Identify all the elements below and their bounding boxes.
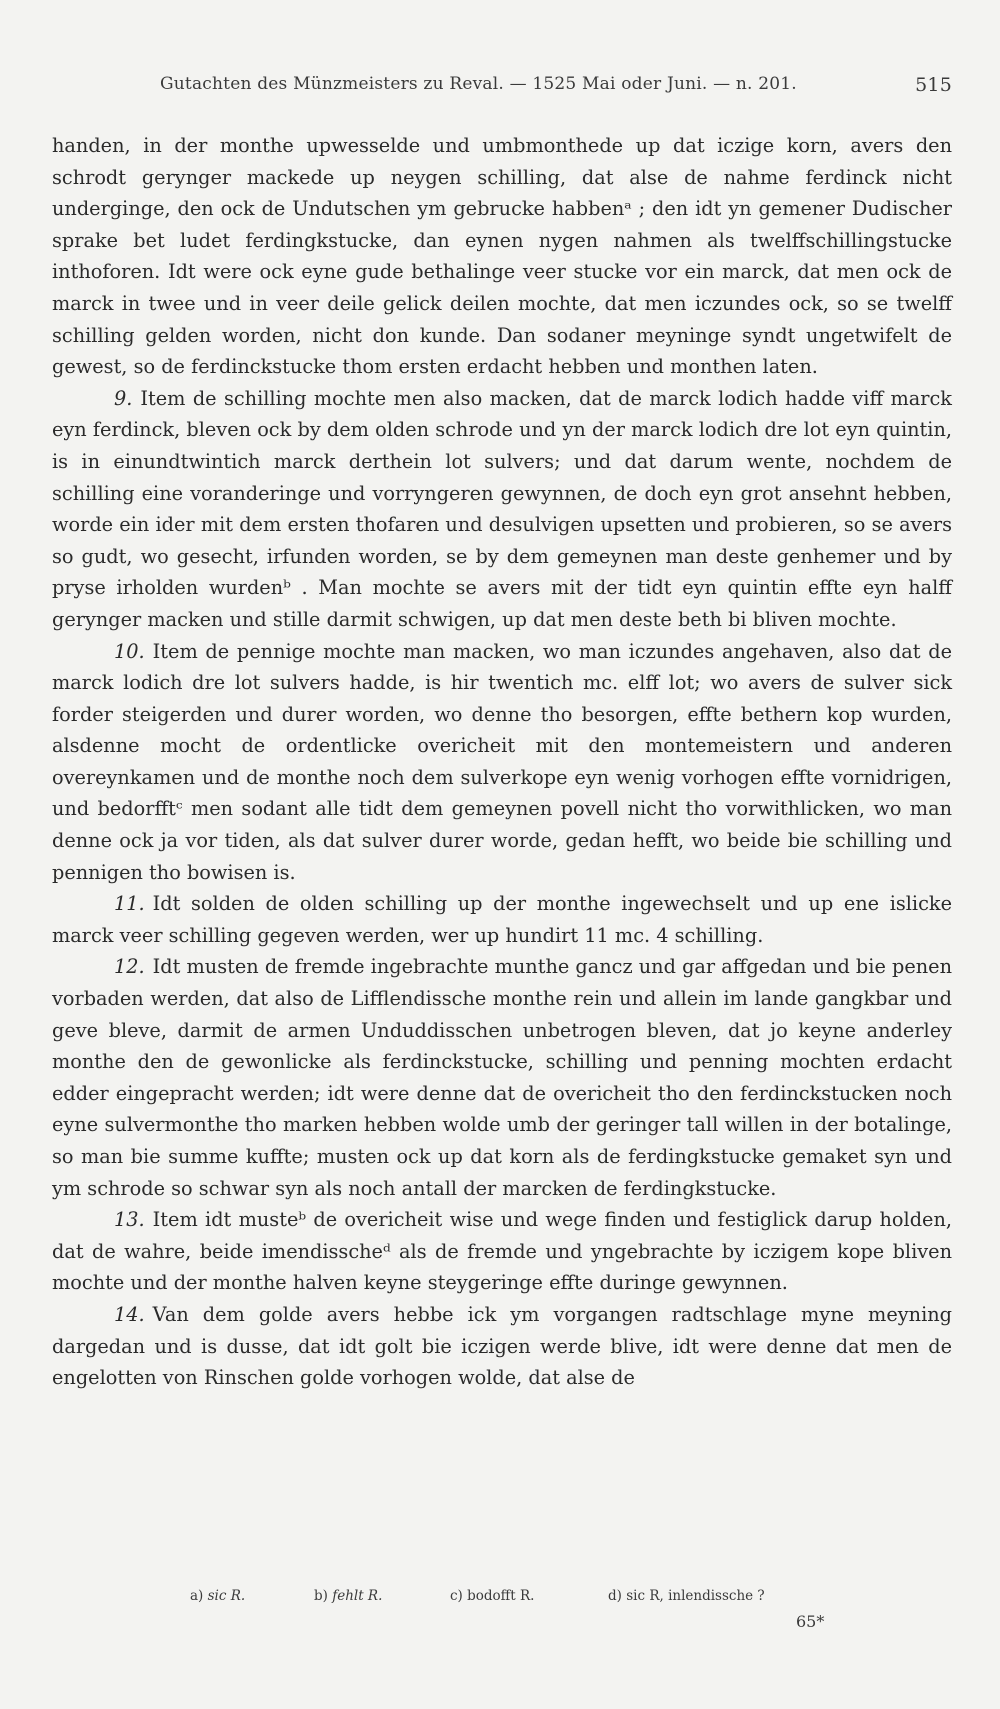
paragraph — [52, 636, 952, 889]
section-number: 13. — [114, 1208, 145, 1232]
paragraph — [52, 1299, 952, 1394]
paragraph-text: Van dem golde avers hebbe ick ym vorgangen radtschlage myne meyning dargedan und is dusse, dat idt golt bie iczigen werde blive, idt were denne dat men de engelotten von Rinschen golde vorhogen wolde, dat alse de — [52, 1302, 952, 1390]
section-number: 12. — [114, 955, 145, 979]
paragraph-text: Item de pennige mochte man macken, wo man iczundes angehaven, also dat de marck lodich dre lot sulvers hadde, is hir twentich mc. elff lot; wo avers de sulver sick forder steigerden und durer worden, wo denne tho besorgen, effte bethern kop wurden, alsdenne mocht de ordentlicke overicheit mit den montemeistern und anderen overeynkamen und de monthe noch dem sulverkope eyn wenig vorhogen effte vornidrigen, und bedorfftᶜ men sodant alle tidt dem gemeynen povell nicht tho vorwithlicken, wo man denne ock ja vor tiden, als dat sulver durer worde, gedan hefft, wo beide bie schilling und pennigen tho bowisen is. — [52, 639, 952, 884]
paragraph — [52, 1204, 952, 1299]
running-header — [160, 74, 952, 94]
paragraph — [52, 130, 952, 383]
section-number: 9. — [114, 386, 133, 410]
section-number: 10. — [114, 639, 145, 663]
body-text — [52, 130, 952, 1394]
paragraph — [52, 383, 952, 636]
footnote-c: c) bodofft R. — [450, 1588, 535, 1604]
paragraph — [52, 888, 952, 951]
section-number: 14. — [114, 1302, 145, 1326]
paragraph — [52, 951, 952, 1204]
running-title: Gutachten des Münzmeisters zu Reval. — 1525 Mai oder Juni. — n. 201. — [160, 74, 797, 94]
signature-mark: 65* — [796, 1612, 825, 1631]
footnote-a: a) sic R. — [190, 1588, 246, 1604]
paragraph-text: Idt solden de olden schilling up der monthe ingewechselt und up ene islicke marck veer schilling gegeven werden, wer up hundirt 11 mc. 4 schilling. — [52, 892, 952, 947]
paragraph-text: Idt musten de fremde ingebrachte munthe gancz und gar affgedan und bie penen vorbaden werden, dat also de Lifflendissche monthe rein und allein im lande gangkbar und geve bleve, darmit de armen Unduddisschen unbetrogen bleven, dat jo keyne anderley monthe den de gewonlicke als ferdinckstucke, schilling und penning mochten erdacht edder eingepracht werden; idt were denne dat de overicheit tho den ferdinckstucken noch eyne sulvermonthe tho marken hebben wolde umb der geringer tall willen in der botalinge, so man bie summe kuffte; musten ock up dat korn als de ferdingkstucke gemaket syn und ym schrode so schwar syn als noch antall der marcken de ferdingkstucke. — [52, 955, 952, 1200]
paragraph-text: Item idt musteᵇ de overicheit wise und wege finden und festiglick darup holden, dat de wahre, beide imendisscheᵈ als de fremde und yngebrachte by iczigem kope bliven mochte und der monthe halven keyne steygeringe effte duringe gewynnen. — [52, 1208, 952, 1295]
section-number: 11. — [114, 892, 145, 916]
footnote-d: d) sic R, inlendissche ? — [608, 1588, 765, 1604]
paragraph-text: Item de schilling mochte men also macken, dat de marck lodich hadde viff marck eyn ferdinck, bleven ock by dem olden schrode und yn der marck lodich dre lot eyn quintin, is in einundtwintich marck derthein lot sulvers; und dat darum wente, nochdem de schilling eine voranderinge und vorryngeren gewynnen, de doch eyn grot ansehnt hebben, worde ein ider mit dem ersten thofaren und desulvigen upsetten und probieren, so se avers so gudt, wo gesecht, irfunden worden, se by dem gemeynen man deste genhemer und by pryse irholden wurdenᵇ . Man mochte se avers mit der tidt eyn quintin effte eyn halff gerynger macken und stille darmit schwigen, up dat men deste beth bi bliven mochte. — [52, 386, 952, 631]
paragraph-text: handen, in der monthe upwesselde und umbmonthede up dat iczige korn, avers den schrodt gerynger mackede up neygen schilling, dat alse de nahme ferdinck nicht underginge, den ock de Undutschen ym gebrucke habbenᵃ ; den idt yn gemener Dudischer sprake bet ludet ferdingkstucke, dan eynen nygen nahmen als twelffschillingstucke inthoforen. Idt were ock eyne gude bethalinge veer stucke vor ein marck, dat men ock de marck in twee und in veer deile gelick deilen mochte, dat men iczundes ock, so se twelff schilling gelden worden, nicht don kunde. Dan sodaner meyninge syndt ungetwifelt de gewest, so de ferdinckstucke thom ersten erdacht hebben und monthen laten. — [52, 134, 952, 379]
page-number: 515 — [915, 74, 952, 96]
footnote-b: b) fehlt R. — [314, 1588, 383, 1604]
